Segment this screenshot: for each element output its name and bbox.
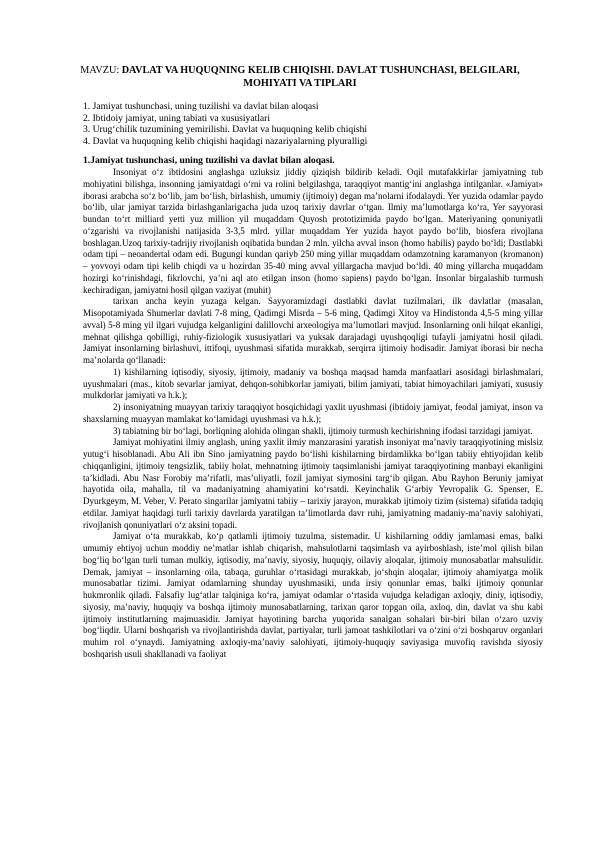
paragraph-7: Jamiyat o‘ta murakkab, ko‘p qatlamli ijtimoiy tuzulma, sistemadir. U kishilarning oddiy jamlamasi emas, balki umumiy ehtiyoj uchun moddiy ne’matlar ishlab chiqarish, mahsulotlarni taqsimlash va ayirboshlash, iste’mol qilish bilan bog‘liq bo‘lgan turli tuman mulkiy, iqtisodiy, ma’naviy, siyosiy, huquqiy, oilaviy aloqalar, ijtimoiy munosabatlar mahsulidir. Demak, jamiyat – insonlarning oila, tabaqa, guruhlar o‘rtasidagi murakkab, jo‘shqin aloqalar, ijtimoiy ahamiyatga molik munosabatlar tizimi. Jamiyat odamlarning shunday uyushmasiki, unda irsiy qonunlar emas, balki ijtimoiy qonunlar hukmronlik qiladi. Falsafiy lug‘atlar talqiniga ko‘ra, jamiyat odamlar o‘rtasida vujudga keladigan axloqiy, diniy, iqtisodiy, siyosiy, ma’naviy, huquqiy va boshqa ijtimoiy munosabatlarning, tarixan qaror topgan oila, axloq, din, davlat va shu kabi ijtimoiy institutlarning majmuasidir. Jamiyat hayotining barcha yuqorida sanalgan sohalari bir-biri bilan o‘zaro uzviy bog‘liqdir. Ularni boshqarish va rivojlantirishda davlat, partiyalar, turli jamoat tashkilotlari va o‘zini o‘zi boshqaruv organlari muhim rol o‘ynaydi. Jamiyatning axloqiy-ma’naviy salohiyati, ijtimoiy-huquqiy saviyasiga muvofiq ravishda siyosiy boshqarish usuli shakllanadi va faoliyat — [83, 531, 543, 659]
paragraph-4: 2) insoniyatning muayyan tarixiy taraqqiyot bosqichidagi yaxlit uyushmasi (ibtidoiy jamiyat, feodal jamiyat, inson va shaxslarning muayyan mamlakat ko‘lamidagi uyushmasi va h.k.); — [83, 402, 543, 424]
body-text — [83, 167, 543, 661]
toc-item-3: 3. Urug‘chilik tuzumining yemirilishi. Davlat va huquqning kelib chiqishi — [83, 124, 368, 136]
table-of-contents — [83, 101, 543, 147]
title-prefix: MAVZU: — [80, 65, 120, 76]
section-heading: 1.Jamiyat tushunchasi, uning tuzilishi va davlat bilan aloqasi. — [83, 155, 335, 166]
paragraph-2: tarixan ancha keyin yuzaga kelgan. Sayyoramizdagi dastlabki davlat tuzilmalari, ilk davlatlar (masalan, Misopotamiyada Shumerlar davlati 7-8 ming, Qadimgi Misrda – 5-6 ming, Qadimgi Xitoy va Hindistonda 4,5-5 ming yillar avval) 5-8 ming yil ilgari vujudga kelganligini dalillovchi arxeologiya ma’lumotlari mavjud. Insonlarning onli hilqat ekanligi, mehnat qilishga qobilligi, ruhiy-fiziologik xususiyatlari va yuksak darajadagi uyushqoqligi tufayli jamiyatni hosil qiladi. Jamiyat insonlarning birlashuvi, ittifoqi, uyushmasi sifatida murakkab, serqirra ijtimoiy hodisadir. Jamiyat iborasi bir necha ma’nolarda qo‘llanadi: — [83, 296, 543, 365]
toc-item-1: 1. Jamiyat tushunchasi, uning tuzilishi va davlat bilan aloqasi — [83, 101, 319, 112]
page-title — [70, 65, 530, 90]
paragraph-3: 1) kishilarning iqtisodiy, siyosiy, ijtimoiy, madaniy va boshqa maqsad hamda manfaatlari asosidagi birlashmalari, uyushmalari (mas., kitob sevarlar jamiyat, dehqon-sohibkorlar jamiyati, bilim jamiyati, tabiat himoyachilari jamiyati, xususiy mulkdorlar jamiyati va h.k.); — [83, 366, 543, 401]
toc-item-4: 4. Davlat va huquqning kelib chiqishi haqidagi nazariyalarning plyuralligi — [83, 135, 368, 147]
paragraph-6: Jamiyat mohiyatini ilmiy anglash, uning yaxlit ilmiy manzarasini yaratish insoniyat ma’naviy taraqqiyotining mislsiz yutug‘i hisoblanadi. Abu Ali ibn Sino jamiyatning paydo bo‘lishi kishilarning birdamlikka bo‘lgan tabiiy ehtiyojidan kelib chiqqanligini, ijtimoiy tengsizlik, tabiiy holat, mehnatning ijtimoiy taqsimlanishi jamiyat taraqqiyotining manbayi ekanligini ta’kidladi. Abu Nasr Forobiy ma’rifatli, mas’uliyatli, fozil jamiyat siymosini targ‘ib qilgan. Abu Rayhon Beruniy jamiyat hayotida oila, mahalla, til va madaniyatning ahamiyatini ko‘rsatdi. Keyinchalik G‘arbiy Yevropalik G. Spenser, E. Dyurkgeym, M. Veber, V. Perato singarilar jamiyatni tabiiy – tarixiy jarayon, murakkab ijtimoiy tizim (sistema) sifatida tadqiq etdilar. Jamiyat haqidagi turli tarixiy davrlarda yaratilgan ta’limotlarda davr ruhi, jamiyatning madaniy-ma’naviy salohiyati, rivojlanish qonuniyatlari o‘z aksini topadi. — [83, 437, 543, 530]
toc-item-2: 2. Ibtidoiy jamiyat, uning tabiati va xususiyatlari — [83, 112, 271, 124]
title-main: DAVLAT VA HUQUQNING KELIB CHIQISHI. DAVLAT TUSHUNCHASI, BELGILARI, MOHIYATI VA TIPLARI — [121, 65, 520, 89]
paragraph-5: 3) tabiatning bir bo‘lagi, borliqning alohida olingan shakli, ijtimoiy turmush kechirishning ifodasi tarzidagi jamiyat. — [113, 425, 533, 436]
paragraph-1: Insoniyat o‘z ibtidosini anglashga uzluksiz jiddiy qiziqish bildirib keladi. Oqil mutafakkirlar jamiyatning tub mohiyatini bilishga, insonning jamiyatdagi o‘rni va rolini belgilashga, taraqqiyot mantig‘ini anglashga intilganlar. «Jamiyat» iborasi arabcha so‘z bo‘lib, jam bo‘lish, birlashish, umumiy (ijtimoiy) degan ma’nolarni ifodalaydi. Yer yuzida odamlar paydo bo‘lib, ular jamiyat tarzida birlashganlarigacha juda uzoq tarixiy davrlar o‘tgan. Ilmiy ma’lumotlarga ko‘ra, Yer sayyorasi bundan to‘rt milliard yetti yuz million yil muqaddam Quyosh prototizimida paydo bo‘lgan. Materiyaning qonuniyatli o‘zgarishi va rivojlanishi natijasida 3-3,5 mlrd. yillar muqaddam Yer yuzida hayot paydo bo‘lib, biosfera rivojlana boshlagan.Uzoq tarixiy-tadrijiy rivojlanish oqibatida bundan 2 mln. yilcha avval inson (homo habilis) paydo bo‘ldi; Dastlabki odam tipi – neoandertal odam edi. Bugungi kundan qariyb 250 ming yillar muqaddam odamzotning karamanyon (kromanon) – yovvoyi odam tipi kelib chiqdi va u hozirdan 35-40 ming avval yillargacha mavjud bo‘ldi. 40 ming yillarcha muqaddam hozirgi ko‘rinishdagi, fikrlovchi, ya’ni aql ato etilgan inson (homo sapiens) paydo bo‘lgan. Insonlar birgalashib turmush kechiradigan, jamiyatni hosil qilgan vaziyat (muhit) — [83, 167, 543, 295]
